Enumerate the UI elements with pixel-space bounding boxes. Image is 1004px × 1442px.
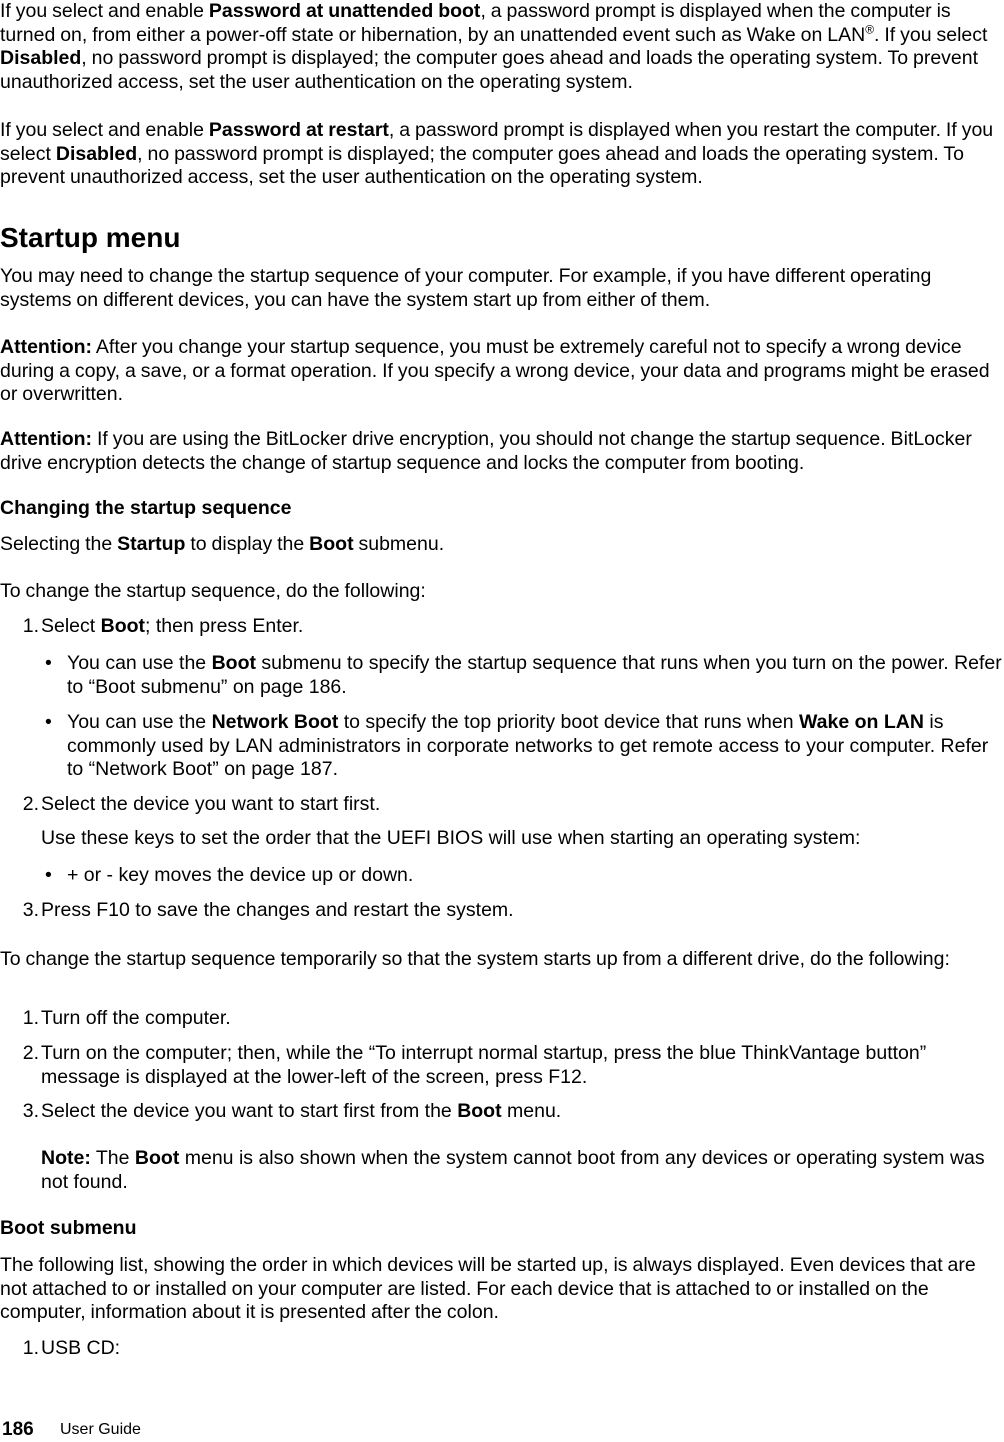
- note-label: Note:: [41, 1147, 91, 1169]
- paragraph-keys-order: Use these keys to set the order that the UEFI BIOS will use when starting an operating system:: [41, 827, 861, 849]
- attention-wrong-device: [0, 336, 1004, 407]
- text: to specify the top priority boot device that runs when: [338, 711, 799, 733]
- list-number: 2.: [22, 793, 39, 815]
- note-boot-menu: [41, 1147, 1004, 1194]
- text: The: [90, 1147, 135, 1169]
- bold-term: Disabled: [0, 47, 82, 69]
- text: Select: [41, 615, 101, 637]
- paragraph-startup-intro: You may need to change the startup sequence of your computer. For example, if you have different operating systems on different devices, you can have the system start up from either of them.: [0, 265, 932, 311]
- text: submenu to specify the startup sequence that runs when you turn on the power. Refer to “Boot submenu” on page 186.: [67, 652, 1002, 698]
- list-number: 3.: [22, 1100, 39, 1122]
- list-item-turn-on-press-f12: Turn on the computer; then, while the “To interrupt normal startup, press the blue ThinkVantage button” message is displayed at the lower-left of the screen, press F12.: [41, 1042, 927, 1088]
- text: If you select and enable: [0, 0, 209, 22]
- attention-label: Attention:: [0, 336, 93, 358]
- text: to display the: [185, 533, 310, 555]
- list-number: 2.: [22, 1042, 39, 1064]
- heading-startup-menu: Startup menu: [0, 222, 181, 253]
- text: You can use the: [67, 652, 212, 674]
- paragraph-password-restart: [0, 119, 1004, 190]
- bold-term: Password at unattended boot: [208, 0, 481, 22]
- list-number: 1.: [22, 615, 39, 637]
- bold-term: Network Boot: [211, 711, 339, 733]
- paragraph-selecting-startup: [0, 533, 1004, 557]
- text: . If you select: [874, 23, 988, 46]
- paragraph-password-unattended-boot: [0, 0, 1004, 94]
- bold-term: Boot: [100, 615, 146, 637]
- text: ; then press Enter.: [145, 615, 304, 637]
- text: Selecting the: [0, 533, 118, 555]
- list-item-press-f10: Press F10 to save the changes and restart the system.: [41, 899, 514, 921]
- list-item-turn-off: Turn off the computer.: [41, 1007, 231, 1029]
- paragraph-change-sequence-intro: To change the startup sequence, do the following:: [0, 580, 426, 602]
- registered-mark: ®: [865, 22, 875, 36]
- bold-term: Startup: [117, 533, 186, 555]
- bold-term: Disabled: [55, 142, 138, 165]
- heading-changing-startup-sequence: Changing the startup sequence: [0, 497, 292, 519]
- text: You can use the: [67, 711, 212, 733]
- text: submenu.: [353, 533, 445, 555]
- list-item-usb-cd: USB CD:: [41, 1337, 121, 1359]
- text: menu.: [501, 1100, 562, 1122]
- page-number: 186: [2, 1419, 34, 1440]
- list-number: 1.: [22, 1007, 39, 1029]
- list-number: 1.: [22, 1337, 39, 1359]
- text: is commonly used by LAN administrators in corporate networks to get remote access to your computer. Refer to “Network Boot” on page 187.: [67, 711, 989, 780]
- list-number: 3.: [22, 899, 39, 921]
- bullet-plus-minus-key: + or - key moves the device up or down.: [67, 864, 414, 886]
- paragraph-temporary-sequence-intro: To change the startup sequence temporarily so that the system starts up from a different drive, do the following:: [0, 948, 950, 970]
- text: If you select and enable: [0, 119, 209, 141]
- text: If you are using the BitLocker drive encryption, you should not change the startup sequence. BitLocker drive encryption detects the change of startup sequence and locks the computer from booting.: [0, 428, 972, 474]
- text: Select the device you want to start first from the: [41, 1100, 458, 1122]
- bullet-mark: •: [45, 652, 52, 674]
- list-item-select-boot: [41, 615, 1004, 639]
- bold-term: Boot: [309, 533, 354, 555]
- bold-term: Boot: [457, 1100, 502, 1122]
- list-item-select-from-boot-menu: [41, 1100, 1004, 1124]
- paragraph-boot-order-list: The following list, showing the order in which devices will be started up, is always displayed. Even devices that are not attached to or installed on your computer are listed. For each device that is attached to or installed on the computer, information about it is presented after the colon.: [0, 1254, 976, 1323]
- bold-term: Password at restart: [208, 119, 389, 141]
- text: menu is also shown when the system cannot boot from any devices or operating system was not found.: [41, 1147, 985, 1193]
- list-item-select-device: Select the device you want to start first.: [41, 793, 381, 815]
- heading-boot-submenu: Boot submenu: [0, 1217, 137, 1239]
- bullet-boot-submenu: [67, 652, 1004, 699]
- attention-label: Attention:: [0, 428, 93, 450]
- text: After you change your startup sequence, you must be extremely careful not to specify a wrong device during a copy, a save, or a format operation. If you specify a wrong device, your data and programs might be erased or overwritten.: [0, 336, 990, 405]
- footer-title: User Guide: [60, 1421, 141, 1438]
- bullet-mark: •: [45, 864, 52, 886]
- text: , no password prompt is displayed; the computer goes ahead and loads the operating system. To prevent unauthorized access, set the user authentication on the operating system.: [0, 142, 964, 188]
- bullet-network-boot: [67, 711, 1004, 782]
- text: , no password prompt is displayed; the computer goes ahead and loads the operating system. To prevent unauthorized access, set the user authentication on the operating system.: [0, 47, 979, 93]
- bullet-mark: •: [45, 711, 52, 733]
- bold-term: Boot: [134, 1147, 180, 1169]
- attention-bitlocker: [0, 428, 1004, 475]
- page-footer: [2, 1418, 141, 1442]
- bold-term: Boot: [211, 652, 256, 674]
- text: , a password prompt is displayed when the computer is turned on, from either a power-off state or hibernation, by an unattended event such as Wake on LAN: [0, 0, 951, 46]
- text: , a password prompt is displayed when you restart the computer. If you select: [0, 119, 994, 165]
- bold-term: Wake on LAN: [799, 711, 924, 733]
